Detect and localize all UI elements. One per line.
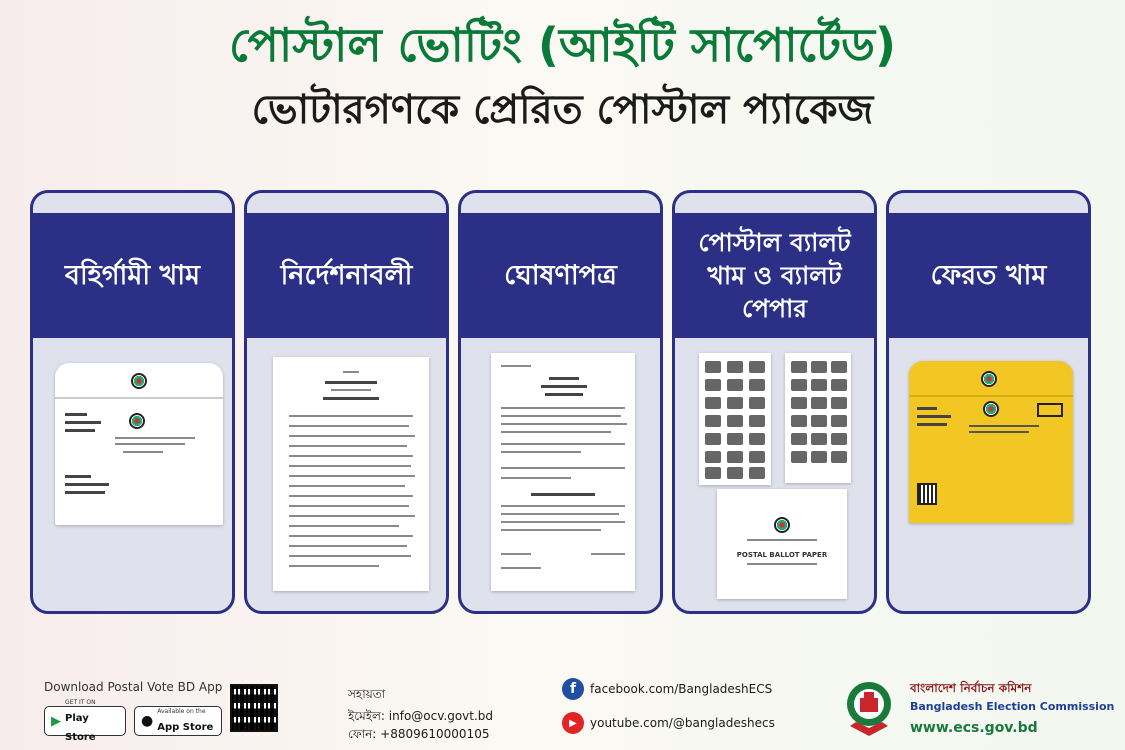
outgoing-envelope-image (55, 363, 223, 525)
emblem-icon (129, 413, 145, 429)
facebook-icon: f (562, 678, 584, 700)
help-title: সহায়তা (348, 687, 386, 701)
card-return-envelope (886, 190, 1091, 614)
phone-link[interactable]: +8809610000105 (380, 727, 490, 741)
instructions-document-image (273, 357, 429, 591)
election-commission-logo-icon (842, 678, 896, 738)
emblem-icon (983, 401, 999, 417)
card-ballot-envelope-paper (672, 190, 877, 614)
app-store-button[interactable]: ● Available on the App Store (134, 706, 222, 736)
ballot-sheet-image (699, 353, 771, 485)
ballot-paper-title: POSTAL BALLOT PAPER (736, 551, 828, 559)
declaration-document-image (491, 353, 635, 591)
play-store-button[interactable]: ▶ GET IT ON Play Store (44, 706, 126, 736)
card-outgoing-envelope-label: বহির্গামী খাম (33, 213, 232, 338)
card-declaration-label: ঘোষণাপত্র (461, 213, 660, 338)
footer (0, 670, 1125, 750)
help-phone: ফোন: +8809610000105 (348, 727, 490, 741)
play-store-icon: ▶ (51, 713, 61, 729)
card-declaration (458, 190, 663, 614)
card-return-envelope-label: ফেরত খাম (889, 213, 1088, 338)
qr-code-icon[interactable] (230, 684, 278, 732)
youtube-icon: ▶ (562, 712, 584, 734)
card-ballot-label: পোস্টাল ব্যালট খাম ও ব্যালট পেপার (675, 213, 874, 338)
help-email: ইমেইল: info@ocv.govt.bd (348, 709, 494, 723)
emblem-icon (774, 517, 790, 533)
card-instructions-label: নির্দেশনাবলী (247, 213, 446, 338)
apple-icon: ● (141, 713, 154, 729)
return-envelope-image (909, 361, 1073, 523)
email-link[interactable]: info@ocv.govt.bd (388, 709, 494, 723)
download-app-label: Download Postal Vote BD App (44, 680, 223, 694)
page-title: পোস্টাল ভোটিং (আইটি সাপোর্টেড) (229, 18, 896, 72)
website-link[interactable]: www.ecs.gov.bd (910, 720, 1038, 736)
card-outgoing-envelope (30, 190, 235, 614)
org-name-bn: বাংলাদেশ নির্বাচন কমিশন (910, 681, 1032, 695)
ballot-envelope-image (717, 489, 847, 599)
ballot-sheet-image (785, 353, 851, 483)
youtube-link[interactable]: youtube.com/@bangladeshecs (590, 716, 775, 730)
package-cards (30, 190, 1094, 614)
org-name-en: Bangladesh Election Commission (910, 700, 1115, 713)
facebook-link[interactable]: facebook.com/BangladeshECS (590, 682, 773, 696)
page-subtitle: ভোটারগণকে প্রেরিত পোস্টাল প্যাকেজ (251, 87, 874, 133)
emblem-icon (131, 373, 147, 389)
emblem-icon (981, 371, 997, 387)
qr-code-icon (917, 483, 937, 505)
card-instructions (244, 190, 449, 614)
